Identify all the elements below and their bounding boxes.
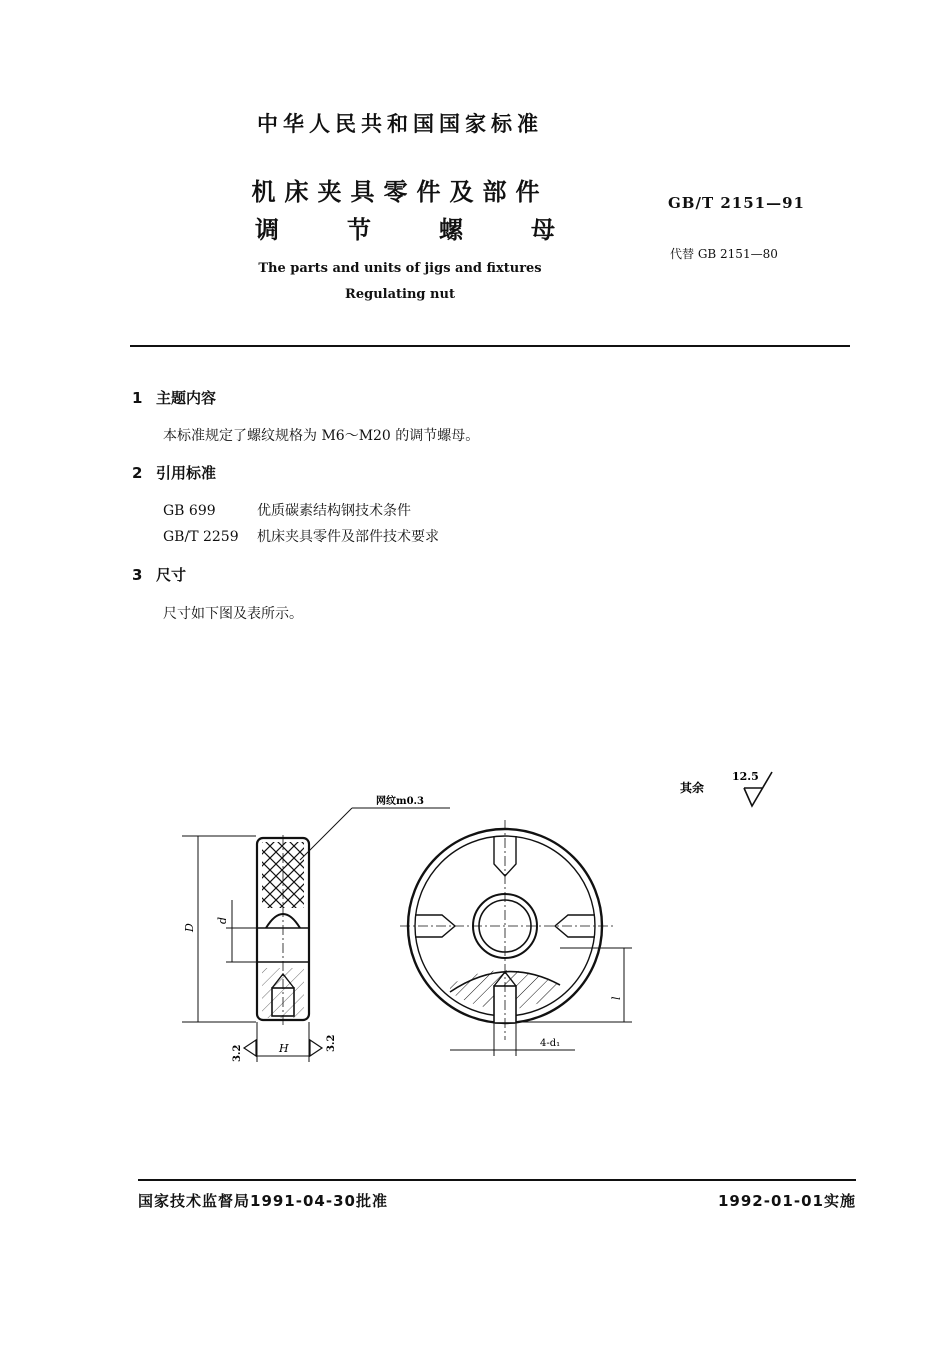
knurl-leader-arrow [300,808,352,860]
roughness-right-symbol [310,1040,322,1056]
title-char-1: 调 [255,216,279,244]
section-3-text: 尺寸如下图及表所示。 [163,606,303,622]
reference-2-code: GB/T 2259 [163,529,239,545]
section-3-title: 尺寸 [156,566,187,584]
title-char-4: 母 [531,216,555,244]
dim-4d1-label: 4-d₁ [540,1038,561,1049]
section-2-title: 引用标准 [156,464,217,482]
reference-1-code: GB 699 [163,503,216,519]
roughness-left-symbol [244,1040,256,1056]
front-view [400,820,615,1040]
title-line-1: 机床夹具零件及部件 [251,178,549,206]
dim-d-label: d [216,916,229,924]
side-view [257,835,309,1025]
section-1-text: 本标准规定了螺纹规格为 M6～M20 的调节螺母。 [163,428,480,444]
implementation-date: 1992-01-01实施 [718,1192,856,1210]
reference-2-title: 机床夹具零件及部件技术要求 [257,529,439,545]
title-char-3: 螺 [439,216,463,244]
roughness-right: 3.2 [326,1034,337,1052]
english-title-2: Regulating nut [345,287,455,302]
reference-1-title: 优质碳素结构钢技术条件 [257,503,411,519]
section-3-number: 3 [132,566,143,584]
roughness-rest-value: 12.5 [732,770,759,783]
roughness-rest-label: 其余 [680,781,705,795]
roughness-left: 3.2 [232,1044,243,1062]
dim-D-label: D [183,923,196,932]
title-char-2: 节 [347,216,371,244]
footer-divider [138,1179,856,1181]
section-1-title: 主题内容 [156,389,217,407]
approval-note: 国家技术监督局1991-04-30批准 [138,1192,388,1210]
standard-number: GB/T 2151—91 [668,194,805,212]
english-title-1: The parts and units of jigs and fixtures [258,261,542,276]
dim-H-label: H [279,1042,289,1055]
section-2-number: 2 [132,464,143,482]
replaces-note: 代替 GB 2151—80 [670,247,778,261]
dim-l-label: l [610,996,623,1000]
section-1-number: 1 [132,389,143,407]
national-standard-heading: 中华人民共和国国家标准 [257,112,543,136]
knurl-note: 网纹m0.3 [376,796,424,807]
